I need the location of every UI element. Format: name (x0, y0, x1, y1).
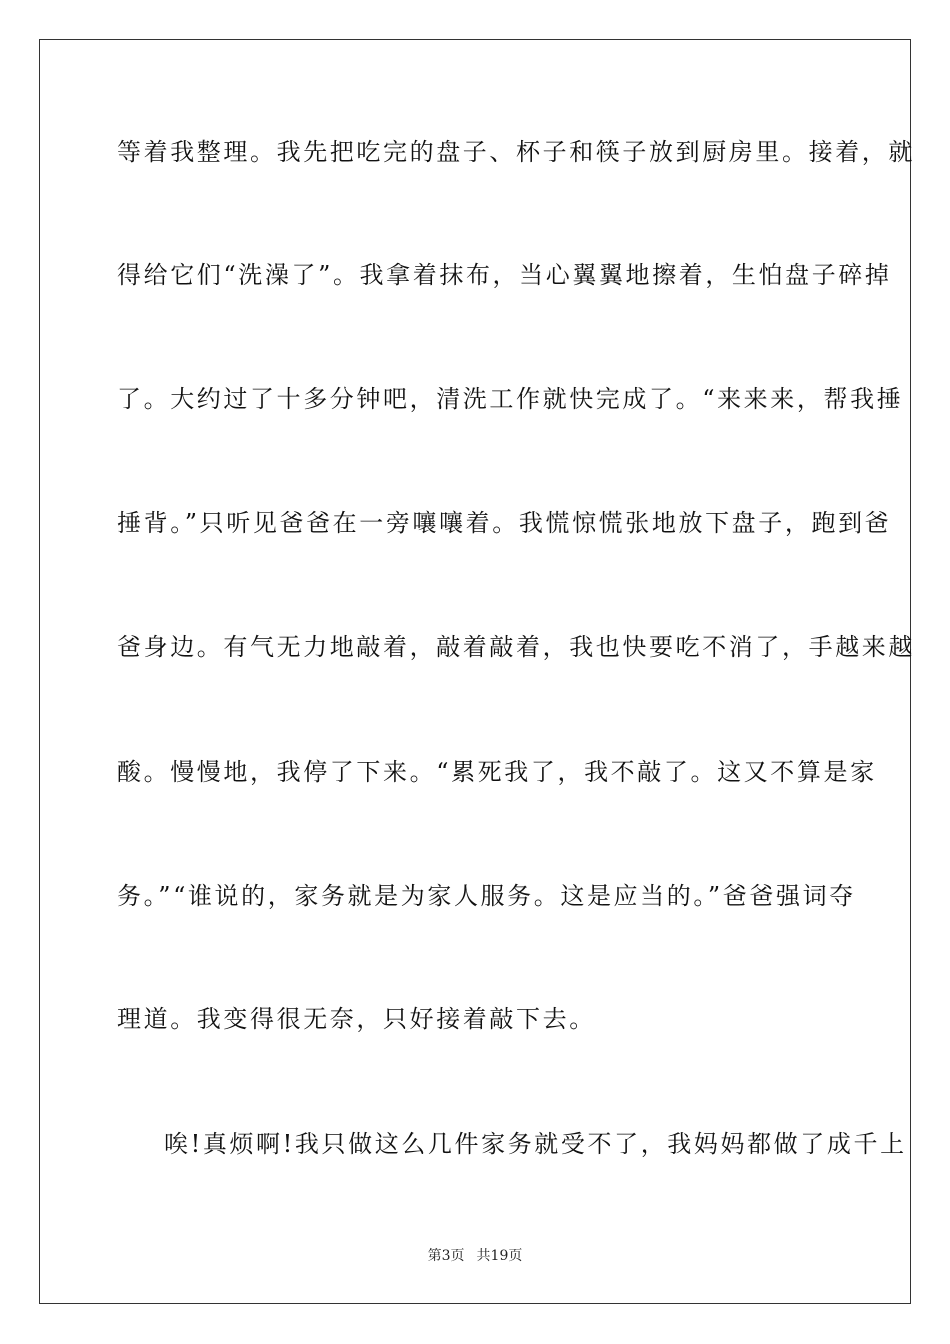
page-number: 第3页 (427, 1248, 465, 1264)
body-text-line: 捶背。”只听见爸爸在一旁嚷嚷着。我慌惊慌张地放下盘子，跑到爸 (117, 509, 892, 537)
page-border (39, 39, 915, 1304)
body-text-line: 务。”“谁说的，家务就是为家人服务。这是应当的。”爸爸强词夺 (117, 882, 856, 910)
body-text-line: 等着我整理。我先把吃完的盘子、杯子和筷子放到厨房里。接着，就 (117, 138, 915, 166)
body-text-line: 了。大约过了十多分钟吧，清洗工作就快完成了。“来来来，帮我捶 (117, 385, 904, 413)
page-footer (0, 1247, 950, 1265)
body-text-line: 理道。我变得很无奈，只好接着敲下去。 (117, 1005, 596, 1033)
body-text-line: 酸。慢慢地，我停了下来。“累死我了，我不敲了。这又不算是家 (117, 758, 877, 786)
body-text-line: 得给它们“洗澡了”。我拿着抹布，当心翼翼地擦着，生怕盘子碎掉 (117, 261, 892, 289)
paragraph-first-line: 唉!真烦啊!我只做这么几件家务就受不了，我妈妈都做了成千上 (164, 1130, 907, 1158)
body-text-line: 爸身边。有气无力地敲着，敲着敲着，我也快要吃不消了，手越来越 (117, 633, 915, 661)
total-pages: 共19页 (476, 1248, 523, 1264)
